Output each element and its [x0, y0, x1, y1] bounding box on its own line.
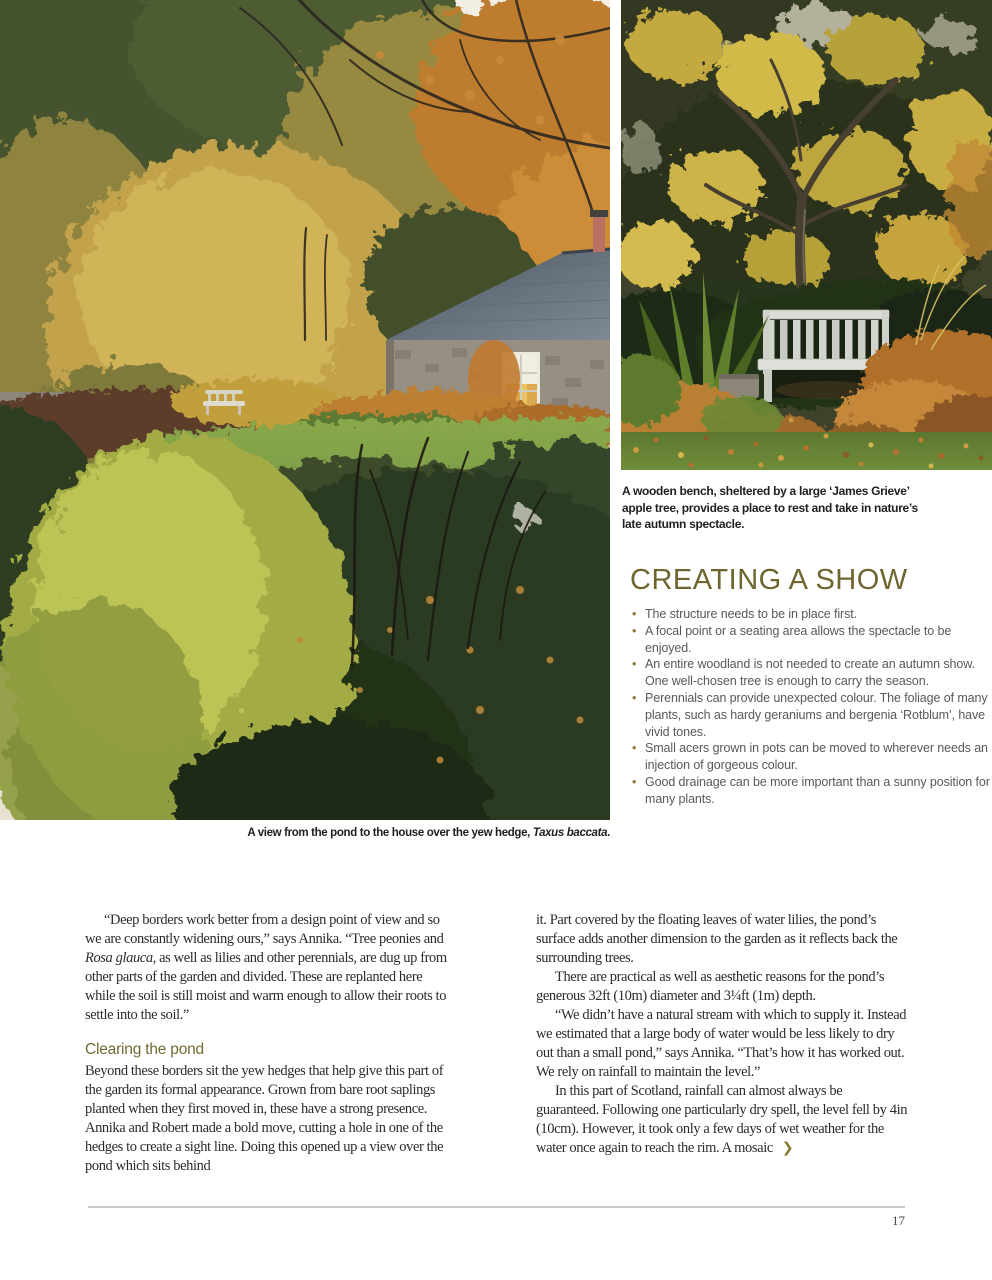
paragraph: Beyond these borders sit the yew hedges that help give this part of the garden its formal appearance. Grown from bare root saplings planted when they first moved in, these have a strong presence. Annika and Robert made a bold move, cutting a hole in one of the hedges to create a sight line. Doing this opened up a view over the pond which sits behind: [85, 1063, 444, 1174]
panel-bullet: • Small acers grown in pots can be moved to wherever needs an injection of gorgeous colour.: [632, 740, 990, 774]
panel-bullet: • A focal point or a seating area allows the spectacle to be enjoyed.: [632, 623, 990, 657]
panel-bullet: • An entire woodland is not needed to create an autumn show. One well-chosen tree is enough to carry the season.: [632, 656, 990, 690]
paragraph: it. Part covered by the floating leaves of water lilies, the pond’s surface adds another dimension to the garden as it reflects back the surrounding trees.: [536, 912, 898, 966]
main-photo-caption: [247, 827, 610, 839]
bench-photo-caption: A wooden bench, sheltered by a large ‘James Grieve’ apple tree, provides a place to rest and take in nature’s late autumn spectacle.: [622, 484, 918, 531]
bench-illustration: [621, 0, 992, 470]
paragraph: “Deep borders work better from a design point of view and so we are constantly widening ours,” says Annika. “Tree peonies and Rosa glauca, as well as lilies and other perennials, are dug up from other parts of the garden and divided. These are replanted here while the soil is still moist and warm enough to allow their roots to settle into the soil.”: [85, 912, 447, 1023]
caption-text: A view from the pond to the house over the yew hedge,: [247, 827, 533, 839]
paragraph: “We didn’t have a natural stream with which to supply it. Instead we estimated that a large body of water would be less likely to dry out than a small pond,” says Annika. “That’s how it has worked out. We rely on rainfall to maintain the level.”: [536, 1007, 907, 1080]
panel-bullet: • The structure needs to be in place first.: [632, 606, 990, 623]
paragraph: There are practical as well as aesthetic reasons for the pond’s generous 32ft (10m) diameter and 3¼ft (1m) depth.: [536, 969, 885, 1004]
article-column-right: [536, 911, 908, 1158]
paragraph: In this part of Scotland, rainfall can almost always be guaranteed. Following one particularly dry spell, the level fell by 4in (10cm). However, it took only a few days of wet weather for the water once again to reach the rim. A mosaic ❯: [536, 1083, 908, 1156]
page-number: 17: [892, 1213, 905, 1228]
footer-rule: [88, 1206, 905, 1208]
panel-bullet: • Perennials can provide unexpected colour. The foliage of many plants, such as hardy geraniums and bergenia ‘Rotblum’, have vivid tones.: [632, 690, 990, 740]
panel-bullet-list: [632, 606, 990, 808]
garden-view-illustration: [0, 0, 610, 820]
caption-period: .: [607, 827, 610, 839]
main-photo: [0, 0, 610, 820]
section-subhead: Clearing the pond: [85, 1041, 204, 1058]
panel-bullet: • Good drainage can be more important than a sunny position for many plants.: [632, 774, 990, 808]
panel-title: CREATING A SHOW: [630, 564, 908, 596]
caption-species: Taxus baccata: [532, 827, 608, 839]
bench-photo: [621, 0, 992, 470]
continued-arrow-icon: ❯: [781, 1140, 794, 1156]
article-column-left: [85, 911, 453, 1176]
